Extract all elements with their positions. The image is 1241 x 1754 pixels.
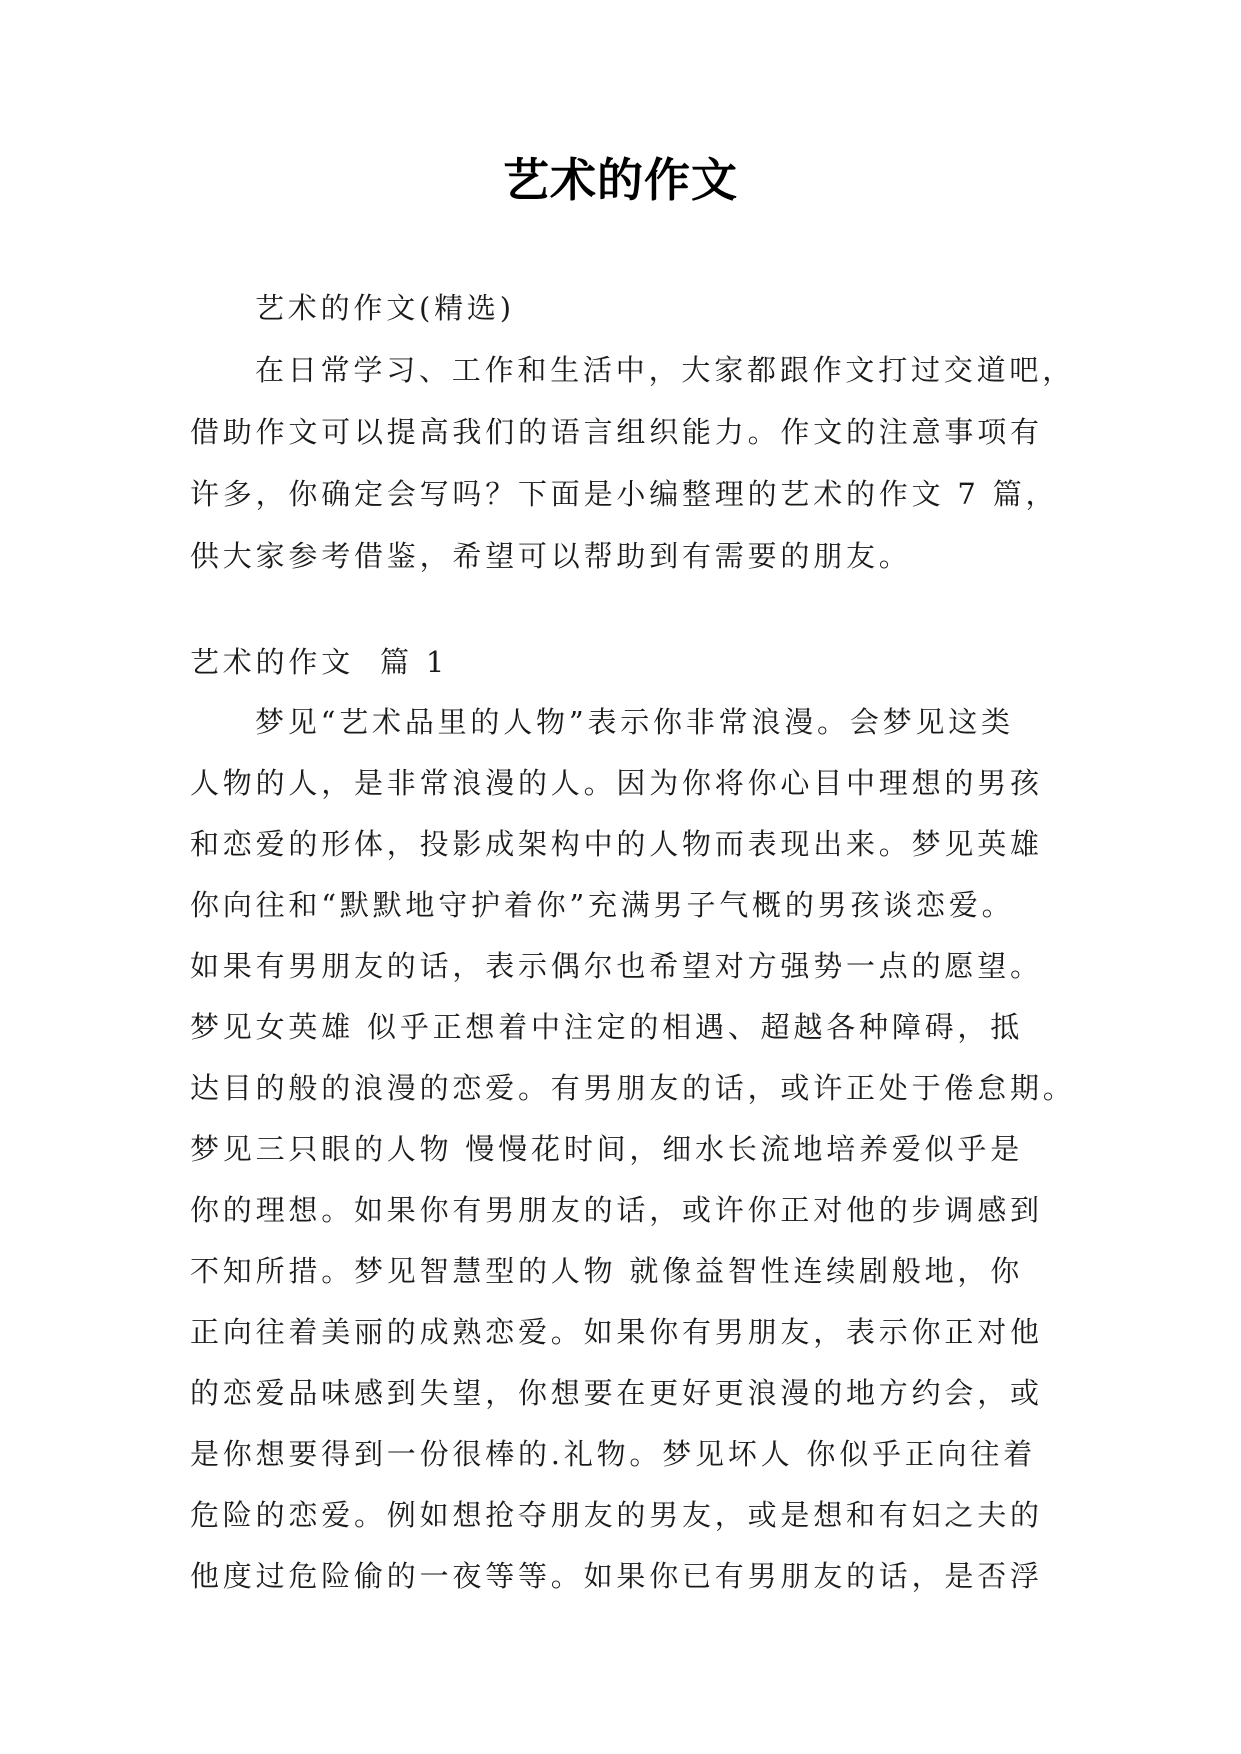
body-line: 他度过危险偷的一夜等等。如果你已有男朋友的话，是否浮: [190, 1559, 1043, 1593]
body-line: 你的理想。如果你有男朋友的话，或许你正对他的步调感到: [190, 1193, 1043, 1227]
body-line: 梦见“艺术品里的人物”表示你非常浪漫。会梦见这类: [255, 705, 1014, 739]
body-line: 和恋爱的形体，投影成架构中的人物而表现出来。梦见英雄: [190, 827, 1043, 861]
body-line: 是你想要得到一份很棒的.礼物。梦见坏人 你似乎正向往着: [190, 1437, 1037, 1471]
body-line: 你向往和“默默地守护着你”充满男子气概的男孩谈恋爱。: [190, 888, 1015, 922]
section-heading: 艺术的作文 篇 1: [190, 645, 449, 679]
intro-line: 许多，你确定会写吗？下面是小编整理的艺术的作文 7 篇，: [190, 477, 1059, 511]
intro-line: 在日常学习、工作和生活中，大家都跟作文打过交道吧，: [255, 353, 1076, 387]
document-title: 艺术的作文: [503, 153, 738, 207]
intro-line: 借助作文可以提高我们的语言组织能力。作文的注意事项有: [190, 415, 1043, 449]
body-line: 人物的人，是非常浪漫的人。因为你将你心目中理想的男孩: [190, 766, 1043, 800]
body-line: 达目的般的浪漫的恋爱。有男朋友的话，或许正处于倦怠期。: [190, 1071, 1076, 1105]
body-line: 如果有男朋友的话，表示偶尔也希望对方强势一点的愿望。: [190, 949, 1043, 983]
intro-line: 供大家参考借鉴，希望可以帮助到有需要的朋友。: [190, 539, 912, 573]
body-line: 不知所措。梦见智慧型的人物 就像益智性连续剧般地，你: [190, 1254, 1024, 1288]
body-line: 梦见三只眼的人物 慢慢花时间，细水长流地培养爱似乎是: [190, 1132, 1024, 1166]
body-line: 梦见女英雄 似乎正想着中注定的相遇、超越各种障碍，抵: [190, 1010, 1024, 1044]
body-line: 的恋爱品味感到失望，你想要在更好更浪漫的地方约会，或: [190, 1376, 1043, 1410]
body-line: 正向往着美丽的成熟恋爱。如果你有男朋友，表示你正对他: [190, 1315, 1043, 1349]
document-subtitle: 艺术的作文(精选): [255, 291, 515, 325]
body-line: 危险的恋爱。例如想抢夺朋友的男友，或是想和有妇之夫的: [190, 1498, 1043, 1532]
